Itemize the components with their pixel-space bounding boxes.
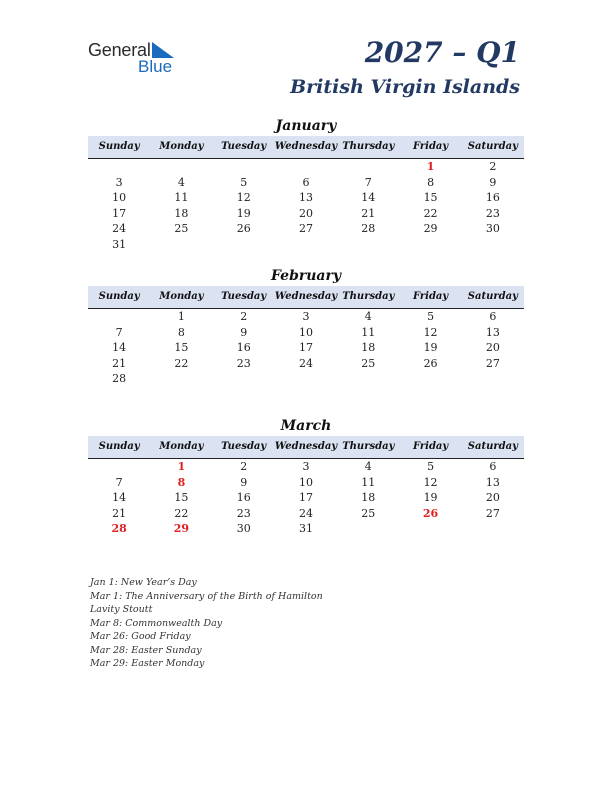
day-cell: 14 [112, 491, 127, 504]
day-cell: 7 [115, 475, 123, 489]
weekday-label: Thursday [342, 441, 395, 452]
day-cell: 31 [112, 237, 127, 251]
day-cell: 12 [423, 475, 438, 489]
day-cell: 2 [240, 310, 248, 323]
weekday-label: Saturday [467, 291, 518, 302]
day-cell: 15 [174, 341, 189, 354]
day-cell: 21 [361, 206, 376, 220]
weekday-label: Saturday [467, 441, 518, 452]
day-cell: 3 [302, 310, 310, 323]
logo-word-general: General [88, 40, 151, 60]
day-cell: 13 [298, 191, 313, 204]
logo [88, 40, 188, 76]
day-cell: 20 [485, 491, 500, 504]
day-cell: 24 [298, 356, 313, 370]
weekday-label: Wednesday [274, 291, 338, 302]
weekday-label: Tuesday [221, 141, 267, 152]
holiday-note: Mar 8: Commonwealth Day [90, 617, 223, 629]
day-cell: 8 [177, 475, 186, 489]
day-cell: 6 [489, 310, 497, 323]
day-cell: 7 [364, 175, 372, 189]
day-cell: 17 [298, 491, 313, 504]
day-cell: 16 [236, 491, 251, 504]
weekday-label: Tuesday [221, 441, 267, 452]
day-grid [88, 159, 524, 252]
day-cell: 26 [423, 356, 438, 370]
weekday-label: Sunday [98, 441, 140, 452]
day-cell: 21 [112, 506, 127, 520]
day-grid [88, 459, 524, 537]
day-cell: 19 [423, 341, 438, 354]
day-cell: 28 [361, 222, 376, 235]
weekday-label: Friday [412, 141, 449, 152]
day-cell: 26 [236, 222, 251, 235]
empty-cell [213, 159, 275, 175]
day-cell: 23 [236, 356, 251, 370]
weekday-label: Wednesday [274, 141, 338, 152]
day-cell: 25 [174, 222, 189, 235]
weekday-label: Thursday [342, 291, 395, 302]
empty-cell [275, 159, 337, 175]
month-january [88, 116, 524, 252]
day-cell: 20 [485, 341, 500, 354]
weekday-label: Sunday [98, 291, 140, 302]
day-cell: 13 [485, 475, 500, 489]
day-cell: 16 [236, 341, 251, 354]
holiday-note: Mar 26: Good Friday [90, 631, 191, 642]
day-cell: 11 [361, 325, 376, 339]
day-cell: 5 [240, 175, 248, 189]
day-cell: 2 [240, 460, 248, 473]
day-cell: 20 [298, 206, 313, 220]
day-cell: 13 [485, 325, 500, 339]
day-cell: 6 [489, 460, 497, 473]
empty-cell [337, 159, 399, 175]
weekday-label: Saturday [467, 141, 518, 152]
day-cell: 19 [423, 491, 438, 504]
day-cell: 4 [364, 310, 372, 323]
weekday-label: Wednesday [274, 441, 338, 452]
holiday-note: Jan 1: New Year’s Day [90, 577, 197, 588]
day-cell: 17 [112, 206, 127, 220]
holiday-note: Mar 29: Easter Monday [90, 658, 205, 669]
month-february [88, 266, 524, 387]
day-cell: 1 [177, 460, 186, 473]
day-cell: 3 [115, 175, 123, 189]
day-cell: 7 [115, 325, 123, 339]
day-cell: 19 [236, 206, 251, 220]
day-cell: 18 [361, 491, 376, 504]
page-subtitle: British Virgin Islands [290, 76, 520, 98]
day-cell: 31 [298, 522, 313, 535]
page-title: 2027 – Q1 [364, 36, 520, 69]
day-cell: 14 [112, 341, 127, 354]
day-cell: 5 [427, 460, 435, 473]
day-cell: 25 [361, 356, 376, 370]
day-cell: 12 [423, 325, 438, 339]
day-cell: 24 [112, 222, 127, 235]
day-cell: 17 [298, 341, 313, 354]
day-cell: 10 [298, 325, 313, 339]
day-cell: 18 [174, 206, 189, 220]
day-cell: 9 [489, 175, 497, 189]
day-cell: 30 [236, 522, 251, 535]
day-cell: 9 [240, 325, 248, 339]
holiday-note: Mar 1: The Anniversary of the Birth of Hamilton Lavity Stoutt [90, 590, 323, 615]
weekday-header [88, 136, 524, 159]
weekday-label: Friday [412, 441, 449, 452]
day-cell: 8 [427, 175, 435, 189]
day-cell: 5 [427, 310, 435, 323]
weekday-label: Friday [412, 291, 449, 302]
month-march [88, 416, 524, 537]
day-cell: 28 [111, 522, 127, 535]
empty-cell [88, 309, 150, 325]
day-cell: 12 [236, 191, 251, 204]
empty-cell [88, 459, 150, 475]
empty-cell [88, 159, 150, 175]
logo-word-blue: Blue [138, 57, 173, 76]
holiday-notes [90, 576, 350, 671]
day-cell: 11 [174, 191, 189, 204]
day-cell: 1 [177, 310, 185, 323]
holiday-note: Mar 28: Easter Sunday [90, 644, 202, 656]
day-cell: 16 [485, 191, 500, 204]
day-cell: 25 [361, 506, 376, 520]
month-name: February [270, 268, 341, 284]
day-cell: 30 [485, 222, 500, 235]
day-cell: 27 [485, 506, 500, 520]
day-cell: 6 [302, 175, 310, 189]
day-cell: 4 [364, 460, 372, 473]
day-cell: 29 [423, 222, 438, 235]
month-name: March [280, 418, 332, 434]
weekday-label: Sunday [98, 141, 140, 152]
day-cell: 22 [423, 206, 438, 220]
weekday-header [88, 436, 524, 459]
day-cell: 15 [423, 191, 438, 204]
day-cell: 10 [112, 191, 127, 204]
weekday-label: Thursday [342, 141, 395, 152]
weekday-header [88, 286, 524, 309]
day-cell: 2 [489, 160, 497, 173]
day-cell: 28 [112, 372, 127, 385]
day-cell: 1 [426, 160, 435, 173]
day-cell: 3 [302, 460, 310, 473]
day-cell: 29 [173, 522, 190, 535]
month-name: January [275, 118, 337, 134]
empty-cell [150, 159, 212, 175]
day-cell: 22 [174, 356, 189, 370]
day-cell: 8 [177, 325, 185, 339]
day-cell: 27 [485, 356, 500, 370]
day-cell: 21 [112, 356, 127, 370]
day-grid [88, 309, 524, 387]
day-cell: 23 [485, 206, 500, 220]
day-cell: 22 [174, 506, 189, 520]
day-cell: 23 [236, 506, 251, 520]
day-cell: 10 [298, 475, 313, 489]
weekday-label: Monday [159, 141, 204, 152]
weekday-label: Monday [159, 441, 204, 452]
day-cell: 9 [240, 475, 248, 489]
day-cell: 27 [298, 222, 313, 235]
day-cell: 24 [298, 506, 313, 520]
day-cell: 18 [361, 341, 376, 354]
weekday-label: Tuesday [221, 291, 267, 302]
day-cell: 4 [177, 175, 185, 189]
day-cell: 14 [361, 191, 376, 204]
day-cell: 26 [422, 506, 439, 520]
weekday-label: Monday [159, 291, 204, 302]
day-cell: 11 [361, 475, 376, 489]
day-cell: 15 [174, 491, 189, 504]
